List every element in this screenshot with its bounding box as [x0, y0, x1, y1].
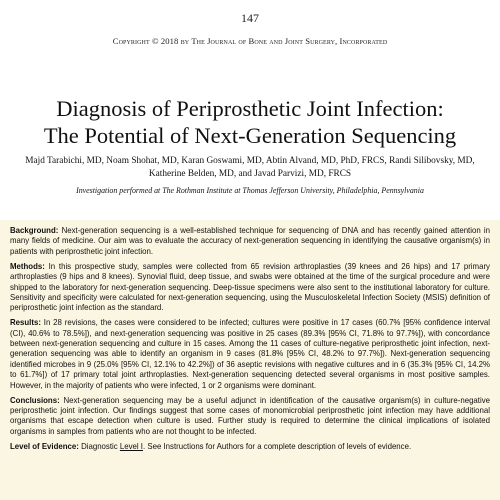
level-of-evidence-suffix: . See Instructions for Authors for a complete description of levels of evidence.: [143, 441, 412, 451]
author-list-line1: Majd Tarabichi, MD, Noam Shohat, MD, Karan Goswami, MD, Abtin Alvand, MD, PhD, FRCS, Randi Silibovsky, MD,: [25, 156, 475, 166]
copyright-prefix: Copyright: [112, 36, 150, 46]
copyright-notice: [0, 36, 500, 46]
results-text: In 28 revisions, the cases were considered to be infected; cultures were positive in 17 cases (60.7% [95% confidence interval (CI), 40.6% to 78.5%]), and next-generation sequencing was positive in 25 cases (89.3% [95% CI, 71.8% to 97.7%]), with concordance between next-generation sequencing and culture in 15 cases. Among the 11 cases of culture-negative periprosthetic joint infection, next-generation sequencing was able to identify an organism in 9 cases (81.8% [95% CI, 48.2% to 97.7%]). Next-generation sequencing identified microbes in 9 (25.0% [95% CI, 12.1% to 42.2%]) of 36 aseptic revisions with negative cultures and in 6 (35.3% [95% CI, 14.2% to 61.7%]) of 17 primary total joint arthroplasties. Next-generation sequencing detected several organisms in most positive samples. However, in the majority of patients who were infected, 1 or 2 organisms were dominant.: [10, 318, 490, 390]
methods-text: In this prospective study, samples were collected from 65 revision arthroplasties (39 knees and 26 hips) and 17 primary arthroplasties (9 hips and 8 knees). Synovial fluid, deep tissue, and swabs were obtained at the time of the surgical procedure and were shipped to the laboratory for next-generation sequencing. Deep-tissue specimens were also sent to the institutional laboratory for culture. Sensitivity and specificity were calculated for next-generation sequencing, using the Musculoskeletal Infection Society (MSIS) definition of periprosthetic joint infection as the standard.: [10, 261, 490, 313]
background-text: Next-generation sequencing is a well-established technique for sequencing of DNA and has recently gained attention in many fields of medicine. Our aim was to evaluate the accuracy of next-generation sequencing in identifying the causative organism(s) in patients with periprosthetic joint infection.: [10, 226, 490, 256]
abstract-level-of-evidence: [10, 442, 490, 452]
results-label: Results:: [10, 318, 41, 328]
abstract-box: [0, 220, 500, 500]
methods-label: Methods:: [10, 261, 45, 271]
conclusions-text: Next-generation sequencing may be a useful adjunct in identification of the causative organism(s) in culture-negative periprosthetic joint infection. Our findings suggest that some cases of monomicrobial periprosthetic joint infection may have additional organisms that escape detection when culture is used. Further study is required to determine the clinical implications of isolated organisms in samples from patients who are not thought to be infected.: [10, 395, 490, 436]
copyright-year: © 2018: [151, 36, 179, 46]
article-title: [0, 95, 500, 149]
conclusions-label: Conclusions:: [10, 395, 60, 405]
level-of-evidence-label: Level of Evidence:: [10, 441, 79, 451]
copyright-publisher: by The Journal of Bone and Joint Surgery, Incorporated: [180, 36, 388, 46]
abstract-methods: [10, 262, 490, 314]
author-list-line2: Katherine Belden, MD, and Javad Parvizi, MD, FRCS: [148, 168, 352, 179]
background-label: Background:: [10, 226, 59, 235]
author-list: [12, 155, 488, 180]
article-title-line2: The Potential of Next-Generation Sequencing: [43, 123, 457, 148]
level-of-evidence-link[interactable]: Level I: [119, 441, 143, 451]
affiliation: Investigation performed at The Rothman Institute at Thomas Jefferson University, Philadelphia, Pennsylvania: [76, 186, 424, 195]
level-of-evidence-prefix: Diagnostic: [81, 441, 118, 451]
article-title-line1: Diagnosis of Periprosthetic Joint Infection:: [56, 96, 444, 121]
abstract-background: [10, 226, 490, 257]
page-number: 147: [241, 11, 259, 25]
abstract-conclusions: [10, 396, 490, 438]
abstract-results: [10, 318, 490, 391]
